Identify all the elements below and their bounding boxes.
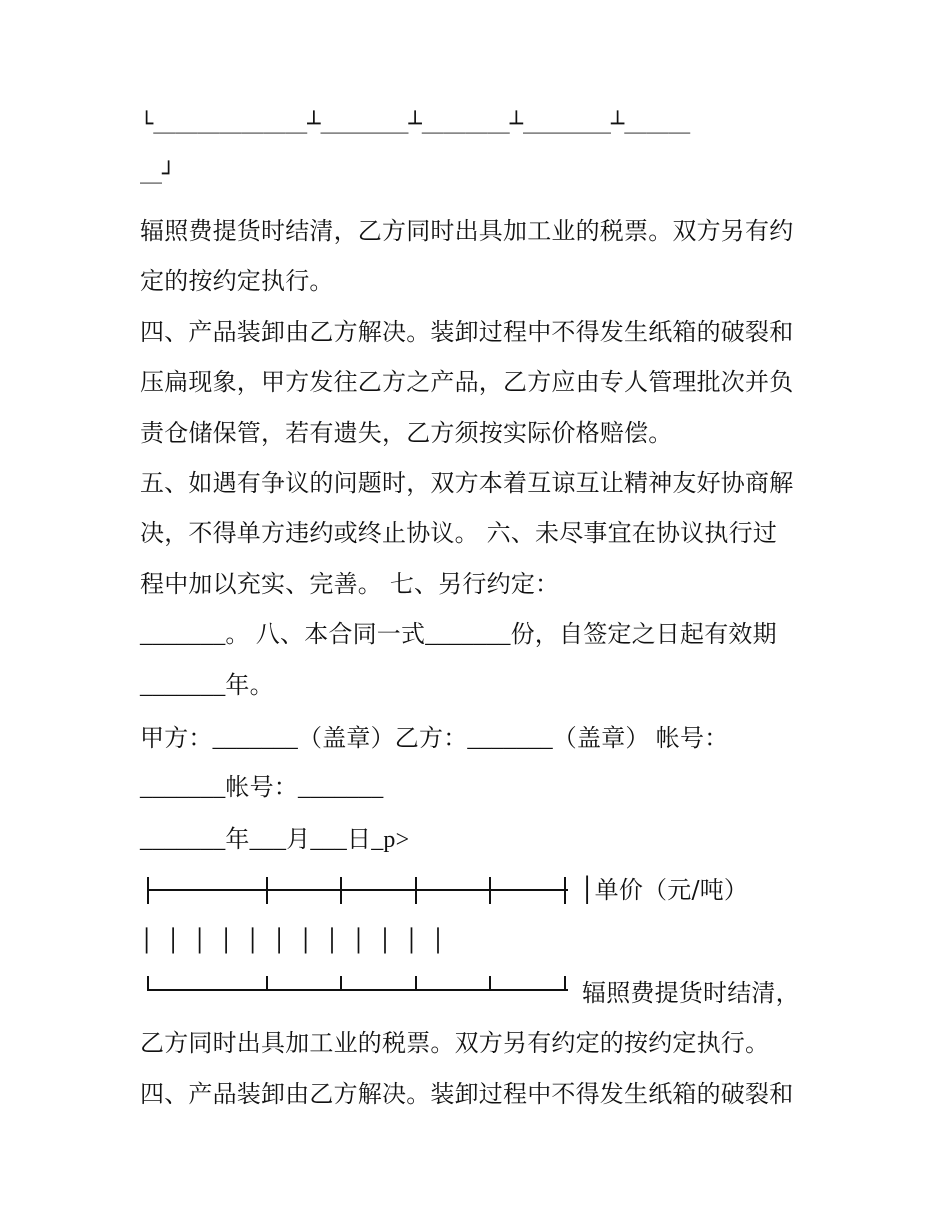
unit-price-label: │单价（元/吨） (580, 876, 749, 904)
date-line: _______年___月___日_p> (140, 827, 410, 853)
clause-7-line: 程中加以充实、完善。 七、另行约定： (140, 570, 560, 598)
clause-8-line: _______。 八、本合同一式_______份，自签定之日起有效期 (140, 622, 777, 648)
table-border-tail: ＿┘ (140, 162, 176, 187)
paragraph-line: 辐照费提货时结清，乙方同时出具加工业的税票。双方另有约 (140, 217, 794, 245)
paragraph-line: 定的按约定执行。 (140, 267, 334, 295)
paragraph-line: 乙方同时出具加工业的税票。双方另有约定的按约定执行。 (140, 1029, 770, 1057)
paragraph-line: 辐照费提货时结清， (582, 979, 800, 1007)
account-line: _______帐号：_______ (140, 775, 384, 801)
table-cell-separators: │ │ │ │ │ │ │ │ │ │ │ │ (140, 929, 445, 954)
table-bottom-border-line: └＿＿＿＿＿＿＿┴＿＿＿＿┴＿＿＿＿┴＿＿＿＿┴＿＿＿ (140, 112, 691, 137)
paragraph-line: 责仓储保管，若有遗失，乙方须按实际价格赔偿。 (140, 419, 673, 447)
table-bottom-border (140, 972, 580, 998)
paragraph-line: 压扁现象，甲方发往乙方之产品，乙方应由专人管理批次并负 (140, 368, 794, 396)
clause-4-line-repeat: 四、产品装卸由乙方解决。装卸过程中不得发生纸箱的破裂和 (140, 1080, 794, 1108)
clause-5-line: 五、如遇有争议的问题时，双方本着互谅互让精神友好协商解 (140, 469, 794, 497)
clause-6-line: 决，不得单方违约或终止协议。 六、未尽事宜在协议执行过 (140, 519, 778, 547)
signature-line: 甲方：_______（盖章）乙方：_______（盖章） 帐号： (140, 726, 729, 752)
validity-line: _______年。 (140, 673, 274, 699)
table-top-border (140, 874, 580, 906)
clause-4-line: 四、产品装卸由乙方解决。装卸过程中不得发生纸箱的破裂和 (140, 318, 794, 346)
